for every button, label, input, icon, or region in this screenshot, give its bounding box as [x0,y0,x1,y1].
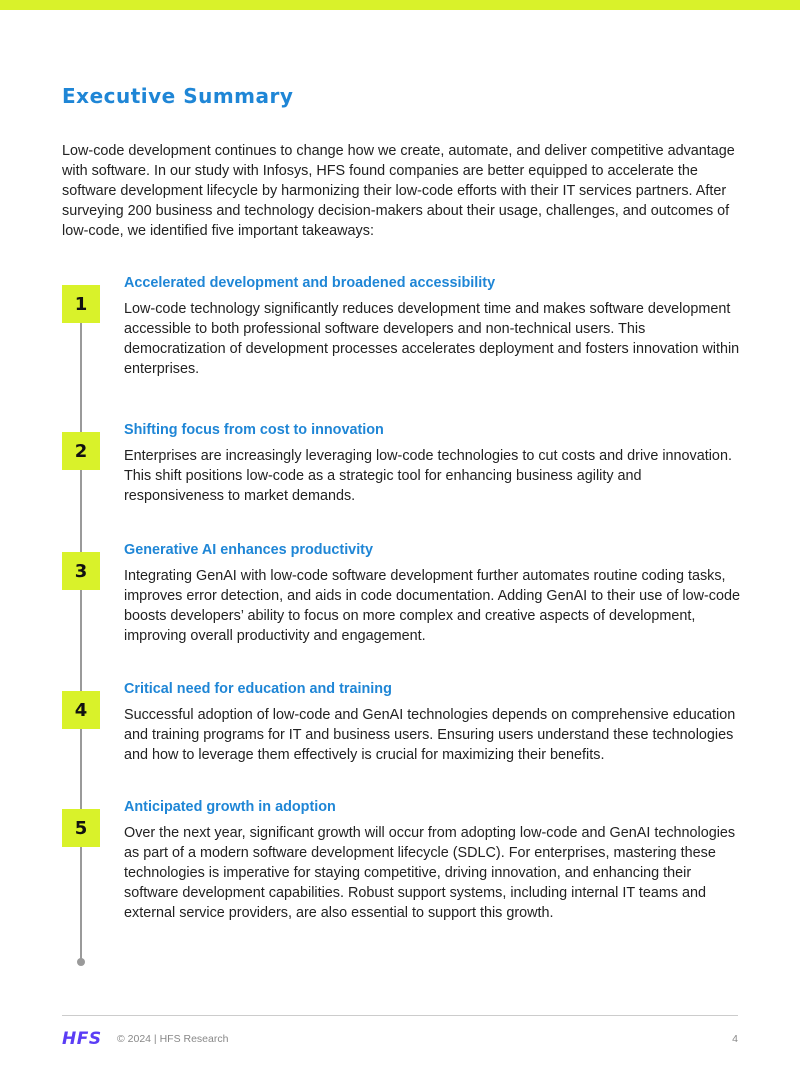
takeaway-number-badge: 1 [62,285,100,323]
takeaway-heading: Critical need for education and training [124,681,392,697]
takeaway-body: Low-code technology significantly reduces development time and makes software development accessible to both professional software developers and non-technical users. This democratization of development processes accelerates deployment and fosters innovation within enterprises. [124,301,740,377]
takeaway-body: Over the next year, significant growth will occur from adopting low-code and GenAI technologies as part of a modern software development lifecycle (SDLC). For enterprises, mastering these technologies is imperative for staying competitive, driving innovation, and enhancing their software development capabilities. Robust support systems, including internal IT teams and external service providers, are also essential to support this growth. [124,825,736,921]
takeaway-body: Integrating GenAI with low-code software development further automates routine coding tasks, improves error detection, and aids in code documentation. Adding GenAI to their use of low-code boosts developers’ ability to focus on more complex and creative aspects of development, improving overall productivity and engagement. [124,568,740,644]
page-number: 4 [732,1033,738,1045]
takeaway-number-badge: 2 [62,432,100,470]
takeaway-body: Successful adoption of low-code and GenAI technologies depends on comprehensive education and training programs for IT and business users. Ensuring users understand these technologies and how to leverage them effectively is crucial for maximizing their benefits. [124,707,736,763]
takeaway-heading: Anticipated growth in adoption [124,799,336,815]
takeaway-heading: Generative AI enhances productivity [124,542,373,558]
takeaway-body: Enterprises are increasingly leveraging low-code technologies to cut costs and drive innovation. This shift positions low-code as a strategic tool for enhancing business agility and responsiveness to market demands. [124,448,732,504]
intro-paragraph: Low-code development continues to change how we create, automate, and deliver competitive advantage with software. In our study with Infosys, HFS found companies are better equipped to accelerate the software development lifecycle by harmonizing their low-code efforts with their IT services partners. After surveying 200 business and technology decision-makers about their usage, challenges, and outcomes of low-code, we identified five important takeaways: [62,143,735,239]
takeaway-heading: Shifting focus from cost to innovation [124,422,384,438]
takeaway-number-badge: 3 [62,552,100,590]
takeaway-number-badge: 5 [62,809,100,847]
takeaway-heading: Accelerated development and broadened accessibility [124,275,496,291]
timeline-line [80,318,82,962]
top-accent-bar [0,0,800,10]
footer-copyright: © 2024 | HFS Research [117,1033,229,1045]
page-title: Executive Summary [62,84,294,108]
timeline-end-dot [77,958,85,966]
takeaway-number-badge: 4 [62,691,100,729]
hfs-logo: HFS [62,1029,102,1049]
footer-divider [62,1015,738,1016]
